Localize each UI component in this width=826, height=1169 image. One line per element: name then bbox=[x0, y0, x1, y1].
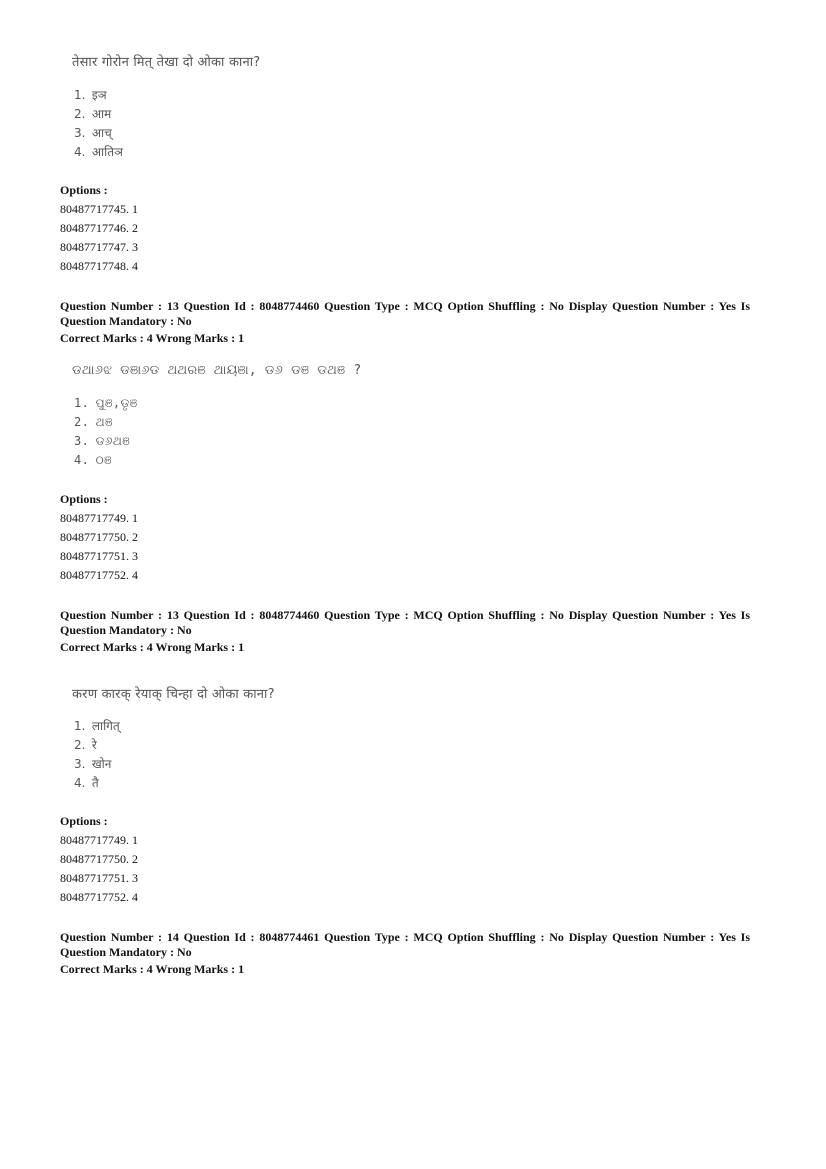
choice-item: 3. ଡ୬ଥଞ bbox=[74, 434, 131, 448]
marks-line: Correct Marks : 4 Wrong Marks : 1 bbox=[60, 331, 245, 345]
choice-item: 4. तै bbox=[74, 776, 99, 790]
question-stem: ଡଥା୬ଝ ଡଞା୬ଡ ଥଥରଞ ଥାୟଞା, ଡ୬ ଡଞ ଡଥଞ ? bbox=[72, 363, 362, 378]
options-label: Options : bbox=[60, 183, 108, 197]
question-image bbox=[72, 363, 362, 467]
option-row: 80487717750. 2 bbox=[60, 852, 138, 866]
question-image bbox=[72, 684, 275, 790]
choice-item: 4. ଠଞ bbox=[74, 453, 112, 467]
option-row: 80487717746. 2 bbox=[60, 221, 138, 235]
choice-item: 1. लागित् bbox=[74, 719, 120, 733]
marks-line: Correct Marks : 4 Wrong Marks : 1 bbox=[60, 962, 245, 976]
question-header: Question Number : 13 Question Id : 8048774460 Question Type : MCQ Option Shuffling : No Display Question Number : Yes Is Question Mandatory : No bbox=[60, 299, 750, 328]
choice-item: 2. ଥଞ bbox=[74, 415, 113, 429]
question-stem: तेसार गोरोन मित् तेखा दो ओका काना? bbox=[72, 55, 261, 70]
choice-item: 3. खोन bbox=[74, 757, 112, 771]
choice-item: 1. इञ bbox=[74, 88, 107, 102]
question-header: Question Number : 13 Question Id : 8048774460 Question Type : MCQ Option Shuffling : No Display Question Number : Yes Is Question Mandatory : No bbox=[60, 608, 750, 637]
option-row: 80487717752. 4 bbox=[60, 568, 138, 582]
option-row: 80487717748. 4 bbox=[60, 259, 138, 273]
option-row: 80487717749. 1 bbox=[60, 511, 138, 525]
choice-item: 1. ପୁଞ,ଡୃଞ bbox=[74, 396, 138, 410]
option-row: 80487717747. 3 bbox=[60, 240, 138, 254]
question-stem: करण कारक् रेयाक् चिन्हा दो ओका काना? bbox=[72, 687, 275, 702]
options-label: Options : bbox=[60, 492, 108, 506]
option-row: 80487717750. 2 bbox=[60, 530, 138, 544]
choice-item: 3. आच् bbox=[74, 126, 112, 140]
option-row: 80487717745. 1 bbox=[60, 202, 138, 216]
option-row: 80487717751. 3 bbox=[60, 549, 138, 563]
option-row: 80487717749. 1 bbox=[60, 833, 138, 847]
marks-line: Correct Marks : 4 Wrong Marks : 1 bbox=[60, 640, 245, 654]
choice-item: 2. रे bbox=[74, 738, 97, 752]
choice-item: 4. आतिञ bbox=[74, 145, 123, 159]
question-header: Question Number : 14 Question Id : 8048774461 Question Type : MCQ Option Shuffling : No Display Question Number : Yes Is Question Mandatory : No bbox=[60, 930, 750, 959]
option-row: 80487717751. 3 bbox=[60, 871, 138, 885]
choice-item: 2. आम bbox=[74, 107, 112, 121]
question-image bbox=[72, 52, 261, 159]
options-label: Options : bbox=[60, 814, 108, 828]
option-row: 80487717752. 4 bbox=[60, 890, 138, 904]
